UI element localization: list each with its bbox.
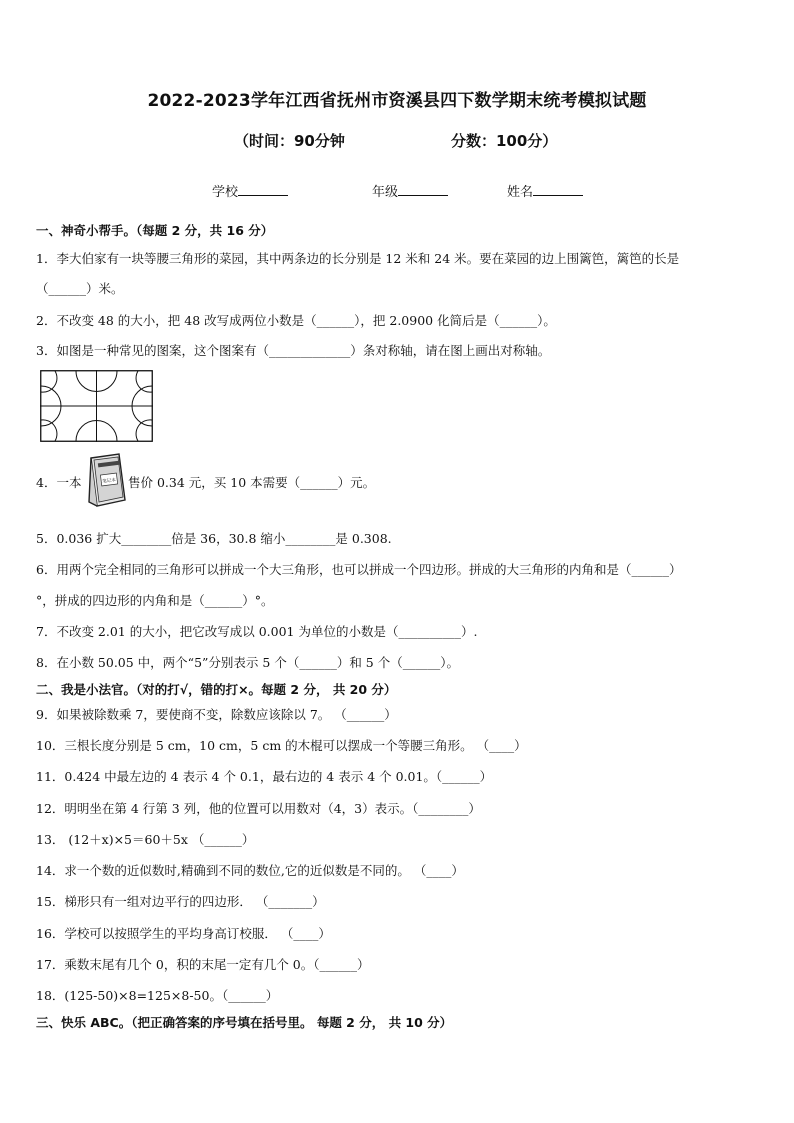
question-10: 10．三根长度分别是 5 cm，10 cm，5 cm 的木棍可以摆成一个等腰三角形。 （____） [36, 738, 527, 753]
symmetry-pattern-figure [40, 370, 153, 442]
question-7: 7．不改变 2.01 的大小，把它改写成以 0.001 为单位的小数是（__________）. [36, 624, 478, 639]
question-8: 8．在小数 50.05 中，两个“5”分别表示 5 个（______）和 5 个（______）。 [36, 655, 459, 670]
grade-blank[interactable] [398, 183, 448, 196]
exam-score: 分数：100分） [451, 132, 558, 150]
school-label: 学校 [212, 185, 239, 200]
question-11: 11．0.424 中最左边的 4 表示 4 个 0.1，最右边的 4 表示 4 个 0.01。（______） [36, 769, 493, 784]
question-4-start: 4．一本 [36, 475, 82, 490]
section-heading-2: 二、我是小法官。（对的打√，错的打×。每题 2 分， 共 20 分） [36, 682, 397, 697]
question-15: 15．梯形只有一组对边平行的四边形． （_______） [36, 894, 325, 909]
page-title: 2022-2023学年江西省抚州市资溪县四下数学期末统考模拟试题 [147, 91, 647, 111]
question-2: 2．不改变 48 的大小，把 48 改写成两位小数是（______），把 2.0900 化简后是（______）。 [36, 313, 556, 328]
school-field [212, 181, 288, 200]
grade-label: 年级 [372, 185, 399, 200]
section-heading-3: 三、快乐 ABC。（把正确答案的序号填在括号里。 每题 2 分， 共 10 分） [36, 1015, 453, 1030]
school-blank[interactable] [238, 183, 288, 196]
question-16: 16．学校可以按照学生的平均身高订校服． （____） [36, 926, 331, 941]
question-1-line-2: （______）米。 [36, 281, 124, 296]
question-12: 12．明明坐在第 4 行第 3 列，他的位置可以用数对（4，3）表示。（________） [36, 801, 481, 816]
question-14: 14．求一个数的近似数时,精确到不同的数位,它的近似数是不同的。 （____） [36, 863, 464, 878]
question-6-line-1: 6．用两个完全相同的三角形可以拼成一个大三角形，也可以拼成一个四边形。拼成的大三角形的内角和是（______） [36, 562, 682, 577]
notebook-label: 笔记本 [102, 478, 117, 485]
question-5: 5．0.036 扩大________倍是 36，30.8 缩小________是 0.308. [36, 531, 392, 546]
section-heading-1: 一、神奇小帮手。（每题 2 分，共 16 分） [36, 223, 274, 238]
question-6-line-2: °，拼成的四边形的内角和是（______）°。 [36, 593, 274, 608]
question-9: 9．如果被除数乘 7，要使商不变，除数应该除以 7。 （______） [36, 707, 397, 722]
name-label: 姓名 [507, 185, 534, 200]
question-4-end: 售价 0.34 元，买 10 本需要（______）元。 [128, 475, 376, 490]
question-1-line-1: 1．李大伯家有一块等腰三角形的菜园，其中两条边的长分别是 12 米和 24 米。要在菜园的边上围篱笆，篱笆的长是 [36, 251, 680, 266]
question-17: 17．乘数末尾有几个 0，积的末尾一定有几个 0。（______） [36, 957, 370, 972]
question-3: 3．如图是一种常见的图案，这个图案有（_____________）条对称轴，请在图上画出对称轴。 [36, 343, 551, 358]
grade-field [372, 181, 448, 200]
name-blank[interactable] [533, 183, 583, 196]
question-18: 18．(125-50)×8=125×8-50。（______） [36, 988, 279, 1003]
notebook-icon [85, 452, 129, 508]
name-field [507, 181, 583, 200]
exam-time: （时间：90分钟 [234, 132, 345, 150]
question-13: 13． (12＋x)×5＝60＋5x （______） [36, 832, 255, 847]
